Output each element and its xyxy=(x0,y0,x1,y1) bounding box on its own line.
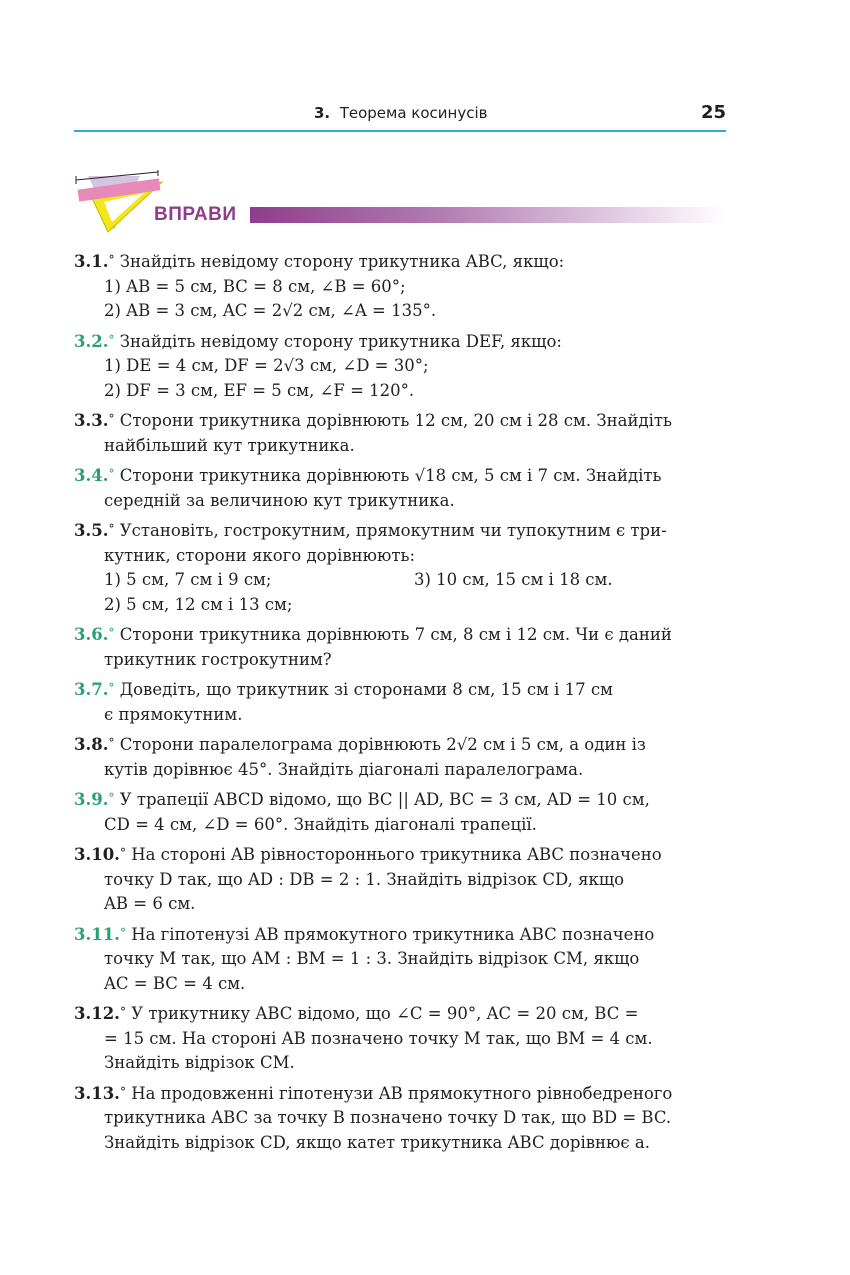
exercise-number: 3.2. xyxy=(74,331,109,351)
chapter-number: 3. xyxy=(314,104,331,122)
exercise-3-7: 3.7.° Доведіть, що трикутник зі сторонами 8 см, 15 см і 17 см є прямокутним. xyxy=(74,678,726,727)
exercise-3-8: 3.8.° Сторони паралелограма дорівнюють 2√2 см і 5 см, а один із кутів дорівнює 45°. Знайдіть діагоналі паралелограма. xyxy=(74,733,726,782)
exercise-subitem: 3) 10 см, 15 см і 18 см. xyxy=(414,570,613,589)
exercise-text: Знайдіть невідому сторону трикутника ABC, якщо: xyxy=(119,252,565,271)
exercise-subitem: 2) DF = 3 см, EF = 5 см, ∠F = 120°. xyxy=(104,380,415,400)
exercise-subitem: 2) 5 см, 12 см і 13 см; xyxy=(104,594,293,614)
exercise-number: 3.4. xyxy=(74,466,109,485)
exercise-number: 3.12. xyxy=(74,1004,120,1023)
exercise-text: точку D так, що AD : DB = 2 : 1. Знайдіть відрізок CD, якщо xyxy=(104,869,625,889)
header-rule xyxy=(74,130,726,132)
exercise-3-4: 3.4.° Сторони трикутника дорівнюють √18 см, 5 см і 7 см. Знайдіть середній за величиною кут трикутника. xyxy=(74,464,726,513)
exercise-subitem: 1) DE = 4 см, DF = 2√3 см, ∠D = 30°; xyxy=(104,356,429,375)
exercise-text: Сторони трикутника дорівнюють 12 см, 20 см і 28 см. Знайдіть xyxy=(119,411,673,430)
exercise-text: є прямокутним. xyxy=(104,704,243,724)
exercise-text: середній за величиною кут трикутника. xyxy=(104,490,455,510)
exercise-3-6: 3.6.° Сторони трикутника дорівнюють 7 см, 8 см і 12 см. Чи є даний трикутник гострокутним? xyxy=(74,623,726,672)
exercise-text: AB = 6 см. xyxy=(104,894,196,913)
exercise-text: Сторони трикутника дорівнюють √18 см, 5 см і 7 см. Знайдіть xyxy=(119,466,662,485)
exercise-subitem: 2) AB = 3 см, AC = 2√2 см, ∠A = 135°. xyxy=(104,301,437,320)
exercise-3-12: 3.12.° У трикутнику ABC відомо, що ∠C = 90°, AC = 20 см, BC = = 15 см. На стороні AB позначено точку M так, що BM = 4 см. Знайдіть відрізок CM. xyxy=(74,1002,726,1076)
exercise-text: Доведіть, що трикутник зі сторонами 8 см, 15 см і 17 см xyxy=(119,680,613,699)
exercise-text: У трапеції ABCD відомо, що BC || AD, BC = 3 см, AD = 10 см, xyxy=(119,790,650,809)
page-number: 25 xyxy=(700,102,726,123)
exercise-3-9: 3.9.° У трапеції ABCD відомо, що BC || AD, BC = 3 см, AD = 10 см, CD = 4 см, ∠D = 60°. Знайдіть діагоналі трапеції. xyxy=(74,788,726,837)
exercise-number: 3.5. xyxy=(74,521,109,540)
exercise-number: 3.6. xyxy=(74,625,109,644)
exercise-text: кутів дорівнює 45°. Знайдіть діагоналі паралелограма. xyxy=(104,759,584,779)
exercise-text: На гіпотенузі AB прямокутного трикутника ABC позначено xyxy=(131,924,655,944)
exercise-text: = 15 см. На стороні AB позначено точку M так, що BM = 4 см. xyxy=(104,1028,653,1048)
exercise-3-2: 3.2.° Знайдіть невідому сторону трикутника DEF, якщо: 1) DE = 4 см, DF = 2√3 см, ∠D = 30°; 2) DF = 3 см, EF = 5 см, ∠F = 120°. xyxy=(74,330,726,404)
exercise-number: 3.13. xyxy=(74,1083,120,1103)
exercise-text: На стороні AB рівностороннього трикутника ABC позначено xyxy=(131,845,662,864)
ruler-triangle-icon xyxy=(74,170,166,238)
exercise-number: 3.3. xyxy=(74,411,109,430)
exercise-text: Знайдіть відрізок CD, якщо катет трикутника ABC дорівнює a. xyxy=(104,1132,650,1152)
exercise-number: 3.7. xyxy=(74,680,109,699)
exercise-text: Установіть, гострокутним, прямокутним чи тупокутним є три- xyxy=(119,521,667,540)
exercise-text: Знайдіть відрізок CM. xyxy=(104,1053,295,1072)
exercise-list xyxy=(74,250,726,1161)
exercise-subitem-row xyxy=(74,568,726,593)
exercise-3-11: 3.11.° На гіпотенузі AB прямокутного трикутника ABC позначено точку M так, що AM : BM = 1 : 3. Знайдіть відрізок CM, якщо AC = BC = 4 см. xyxy=(74,923,726,997)
exercise-text: точку M так, що AM : BM = 1 : 3. Знайдіть відрізок CM, якщо xyxy=(104,949,640,968)
exercise-number: 3.11. xyxy=(74,924,120,944)
exercise-text: кутник, сторони якого дорівнюють: xyxy=(104,545,416,565)
chapter-heading xyxy=(314,104,487,122)
exercise-3-1: 3.1.° Знайдіть невідому сторону трикутника ABC, якщо: 1) AB = 5 см, BC = 8 см, ∠B = 60°; 2) AB = 3 см, AC = 2√2 см, ∠A = 135°. xyxy=(74,250,726,324)
exercise-text: AC = BC = 4 см. xyxy=(104,973,246,993)
exercise-text: CD = 4 см, ∠D = 60°. Знайдіть діагоналі трапеції. xyxy=(104,814,537,834)
exercise-text: Сторони паралелограма дорівнюють 2√2 см і 5 см, а один із xyxy=(119,735,646,754)
exercise-text: Сторони трикутника дорівнюють 7 см, 8 см і 12 см. Чи є даний xyxy=(119,625,672,644)
exercise-text: трикутник гострокутним? xyxy=(104,649,332,669)
exercise-text: трикутника ABC за точку B позначено точку D так, що BD = BC. xyxy=(104,1108,672,1127)
exercise-3-10: 3.10.° На стороні AB рівностороннього трикутника ABC позначено точку D так, що AD : DB = 2 : 1. Знайдіть відрізок CD, якщо AB = 6 см. xyxy=(74,843,726,917)
exercise-number: 3.1. xyxy=(74,252,109,271)
exercise-text: На продовженні гіпотенузи AB прямокутного рівнобедреного xyxy=(131,1083,673,1103)
page-header xyxy=(74,100,726,130)
chapter-title: Теорема косинусів xyxy=(339,104,488,122)
exercise-subitem: 1) AB = 5 см, BC = 8 см, ∠B = 60°; xyxy=(104,276,406,296)
exercise-number: 3.9. xyxy=(74,790,109,809)
exercise-subitem: 1) 5 см, 7 см і 9 см; xyxy=(104,570,272,589)
exercise-number: 3.10. xyxy=(74,845,120,864)
exercise-text: У трикутнику ABC відомо, що ∠C = 90°, AC = 20 см, BC = xyxy=(131,1004,639,1023)
section-header xyxy=(74,170,726,240)
exercise-text: Знайдіть невідому сторону трикутника DEF, якщо: xyxy=(119,331,562,351)
section-title: ВПРАВИ xyxy=(154,204,237,225)
exercise-number: 3.8. xyxy=(74,735,109,754)
section-bar xyxy=(250,207,726,223)
exercise-text: найбільший кут трикутника. xyxy=(104,435,355,455)
exercise-3-5: 3.5.° Установіть, гострокутним, прямокутним чи тупокутним є три- кутник, сторони якого дорівнюють: 1) 5 см, 7 см і 9 см; 3) 10 см, 15 см і 18 см. 2) 5 см, 12 см і 13 см; xyxy=(74,519,726,617)
exercise-3-3: 3.3.° Сторони трикутника дорівнюють 12 см, 20 см і 28 см. Знайдіть найбільший кут трикутника. xyxy=(74,409,726,458)
exercise-3-13: 3.13.° На продовженні гіпотенузи AB прямокутного рівнобедреного трикутника ABC за точку B позначено точку D так, що BD = BC. Знайдіть відрізок CD, якщо катет трикутника ABC дорівнює a. xyxy=(74,1082,726,1156)
